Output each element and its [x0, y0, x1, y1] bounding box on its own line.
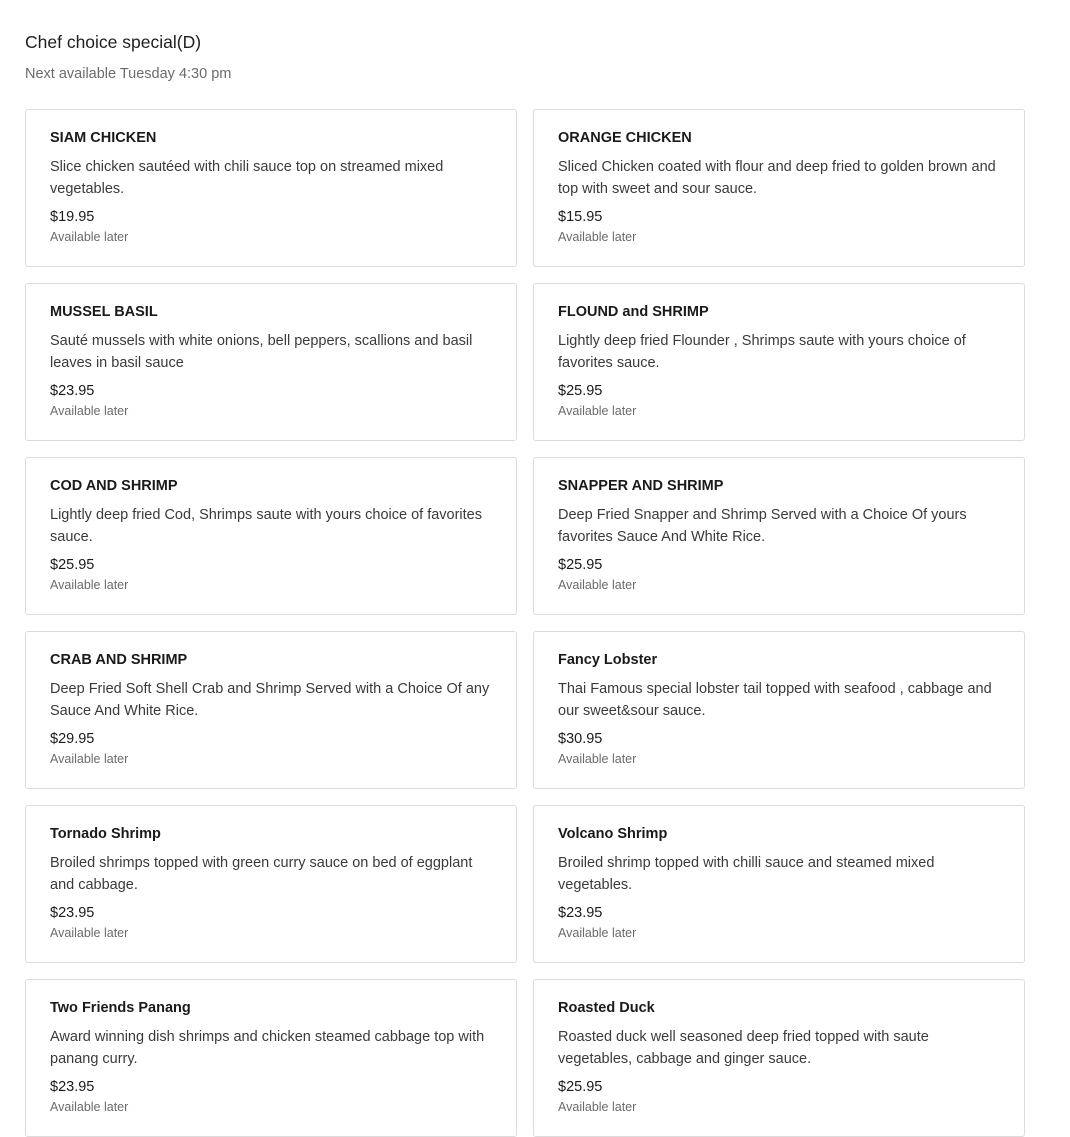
menu-item-description: Sauté mussels with white onions, bell peppers, scallions and basil leaves in basil sauce	[50, 333, 473, 371]
menu-item-card[interactable]	[25, 805, 517, 963]
menu-item-name: CRAB AND SHRIMP	[50, 652, 188, 668]
menu-item-card[interactable]	[533, 805, 1025, 963]
menu-item-price: $15.95	[558, 209, 603, 225]
menu-item-price: $23.95	[50, 1079, 95, 1095]
menu-item-description: Roasted duck well seasoned deep fried topped with saute vegetables, cabbage and ginger sauce.	[558, 1029, 929, 1067]
menu-item-card[interactable]	[25, 283, 517, 441]
menu-item-availability: Available later	[50, 404, 129, 418]
menu-item-description: Lightly deep fried Cod, Shrimps saute with yours choice of favorites sauce.	[50, 507, 482, 545]
menu-item-card[interactable]	[25, 109, 517, 267]
menu-item-price: $29.95	[50, 731, 95, 747]
menu-item-availability: Available later	[50, 752, 129, 766]
menu-item-description: Award winning dish shrimps and chicken steamed cabbage top with panang curry.	[50, 1029, 485, 1067]
menu-item-card[interactable]	[25, 457, 517, 615]
menu-item-price: $25.95	[558, 383, 603, 399]
menu-item-availability: Available later	[558, 578, 637, 592]
menu-item-availability: Available later	[50, 230, 129, 244]
menu-item-name: Volcano Shrimp	[558, 826, 668, 842]
menu-item-availability: Available later	[558, 230, 637, 244]
menu-item-card[interactable]	[25, 631, 517, 789]
menu-item-description: Deep Fried Soft Shell Crab and Shrimp Served with a Choice Of any Sauce And White Rice.	[50, 681, 490, 719]
section-availability: Next available Tuesday 4:30 pm	[25, 66, 232, 82]
menu-item-availability: Available later	[50, 1100, 129, 1114]
menu-item-name: Tornado Shrimp	[50, 826, 161, 842]
section-title: Chef choice special(D)	[25, 32, 202, 52]
menu-item-price: $25.95	[558, 1079, 603, 1095]
menu-item-description: Broiled shrimps topped with green curry sauce on bed of eggplant and cabbage.	[50, 855, 473, 893]
menu-item-card[interactable]	[533, 457, 1025, 615]
menu-item-price: $25.95	[50, 557, 95, 573]
menu-item-name: FLOUND and SHRIMP	[558, 304, 709, 320]
menu-item-card[interactable]	[533, 109, 1025, 267]
menu-item-name: SIAM CHICKEN	[50, 130, 157, 146]
menu-item-name: SNAPPER AND SHRIMP	[558, 478, 724, 494]
menu-item-price: $23.95	[558, 905, 603, 921]
menu-item-name: Two Friends Panang	[50, 1000, 191, 1016]
menu-item-description: Deep Fried Snapper and Shrimp Served with a Choice Of yours favorites Sauce And White Rice.	[558, 507, 967, 545]
menu-item-name: Roasted Duck	[558, 1000, 655, 1016]
menu-item-availability: Available later	[558, 404, 637, 418]
menu-item-price: $25.95	[558, 557, 603, 573]
menu-item-name: Fancy Lobster	[558, 652, 658, 668]
menu-item-name: MUSSEL BASIL	[50, 304, 158, 320]
menu-item-price: $23.95	[50, 905, 95, 921]
menu-item-description: Sliced Chicken coated with flour and deep fried to golden brown and top with sweet and sour sauce.	[558, 159, 996, 197]
menu-item-availability: Available later	[558, 752, 637, 766]
menu-item-grid	[25, 109, 1025, 1137]
menu-item-availability: Available later	[50, 926, 129, 940]
menu-item-name: ORANGE CHICKEN	[558, 130, 692, 146]
menu-item-description: Lightly deep fried Flounder , Shrimps saute with yours choice of favorites sauce.	[558, 333, 966, 371]
menu-item-price: $19.95	[50, 209, 95, 225]
menu-item-price: $23.95	[50, 383, 95, 399]
menu-item-card[interactable]	[533, 631, 1025, 789]
menu-item-availability: Available later	[558, 1100, 637, 1114]
menu-item-name: COD AND SHRIMP	[50, 478, 178, 494]
menu-item-description: Slice chicken sautéed with chili sauce top on streamed mixed vegetables.	[50, 159, 444, 197]
menu-item-availability: Available later	[558, 926, 637, 940]
menu-item-card[interactable]	[533, 979, 1025, 1137]
menu-item-description: Broiled shrimp topped with chilli sauce and steamed mixed vegetables.	[558, 855, 935, 893]
menu-item-availability: Available later	[50, 578, 129, 592]
menu-item-description: Thai Famous special lobster tail topped with seafood , cabbage and our sweet&sour sauce.	[558, 681, 992, 719]
menu-item-price: $30.95	[558, 731, 603, 747]
menu-item-card[interactable]	[25, 979, 517, 1137]
menu-item-card[interactable]	[533, 283, 1025, 441]
